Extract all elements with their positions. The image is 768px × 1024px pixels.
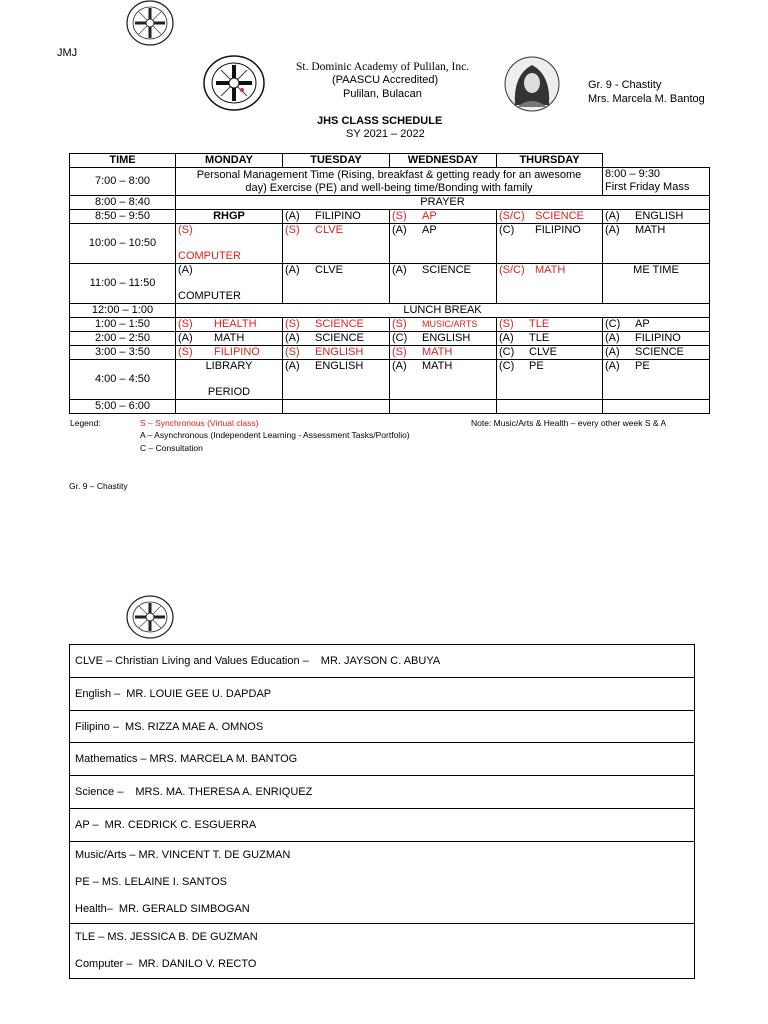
legend-label: Legend: xyxy=(70,418,101,428)
subject-label: SCIENCE xyxy=(315,332,364,344)
mode-tag: (S/C) xyxy=(499,264,525,276)
school-year: SY 2021 – 2022 xyxy=(346,128,425,140)
teacher-name: MR. DANILO V. RECTO xyxy=(138,958,257,970)
subject-name: Mathematics – xyxy=(75,753,147,765)
legend-note: Note: Music/Arts & Health – every other week S & A xyxy=(471,418,667,428)
mode-tag: (A) xyxy=(605,332,620,344)
subject-cell xyxy=(497,346,603,360)
time-cell: 11:00 – 11:50 xyxy=(70,264,176,304)
subject-name: AP – xyxy=(75,819,99,831)
schedule-title: JHS CLASS SCHEDULE xyxy=(317,115,443,127)
time-cell: 2:00 – 2:50 xyxy=(70,332,176,346)
teacher-line xyxy=(75,951,689,978)
subject-cell xyxy=(497,318,603,332)
school-logo-icon xyxy=(202,54,266,112)
mode-tag: (S) xyxy=(392,318,407,330)
saint-portrait-icon xyxy=(503,55,561,113)
subject-label: TLE xyxy=(529,332,550,344)
mode-tag: (A) xyxy=(605,224,620,236)
class-schedule-table xyxy=(69,153,710,414)
section-name: Gr. 9 - Chastity xyxy=(588,79,662,91)
mode-tag: (A) xyxy=(392,224,407,236)
legend-consultation: C – Consultation xyxy=(140,443,203,453)
teacher-name: MR. GERALD SIMBOGAN xyxy=(118,903,250,915)
merged-line: day) Exercise (PE) and well-being time/Bonding with family xyxy=(245,181,533,194)
merged-cell xyxy=(176,168,603,196)
subject-cell xyxy=(176,360,283,400)
legend-asynchronous: A – Asynchronous (Independent Learning - Assessment Tasks/Portfolio) xyxy=(140,430,410,440)
subject-cell: ME TIME xyxy=(603,264,710,304)
teacher-name: MR. VINCENT T. DE GUZMAN xyxy=(138,849,291,861)
mode-tag: (S) xyxy=(392,210,407,222)
mode-tag: (A) xyxy=(285,332,300,344)
teacher-row xyxy=(70,678,695,711)
subject-label: AP xyxy=(635,318,650,330)
time-cell: 5:00 – 6:00 xyxy=(70,400,176,414)
subject-cell xyxy=(283,318,390,332)
subject-label: SCIENCE xyxy=(535,210,584,222)
subject-label: FILIPINO xyxy=(315,210,361,222)
mode-tag: (A) xyxy=(178,332,193,344)
teacher-name: MRS. MA. THERESA A. ENRIQUEZ xyxy=(135,786,313,798)
subject-label: CLVE xyxy=(315,224,343,236)
empty-cell xyxy=(390,400,497,414)
footer-section: Gr. 9 – Chastity xyxy=(69,481,128,491)
subject-label: ENGLISH xyxy=(315,360,364,372)
subject-cell xyxy=(603,224,710,264)
subject-cell xyxy=(390,346,497,360)
subject-label: FILIPINO xyxy=(635,332,681,344)
teachers-table xyxy=(69,644,695,979)
subject-label: MATH xyxy=(635,224,666,236)
empty-cell xyxy=(497,400,603,414)
subject-cell xyxy=(390,318,497,332)
subject-label: ENGLISH xyxy=(315,346,364,358)
mode-tag: (C) xyxy=(392,332,408,344)
subject-cell: RHGP xyxy=(176,210,283,224)
subject-cell xyxy=(603,346,710,360)
subject-label: SCIENCE xyxy=(422,264,471,276)
time-cell: 8:50 – 9:50 xyxy=(70,210,176,224)
time-cell: 8:00 – 8:40 xyxy=(70,196,176,210)
subject-cell xyxy=(283,346,390,360)
subject-cell xyxy=(497,224,603,264)
header-tuesday: TUESDAY xyxy=(283,154,390,168)
teacher-row xyxy=(70,711,695,743)
header-monday: MONDAY xyxy=(176,154,283,168)
subject-label: FILIPINO xyxy=(214,346,260,358)
mode-tag: (A) xyxy=(178,264,193,276)
subject-cell xyxy=(390,210,497,224)
teacher-row xyxy=(70,743,695,776)
mode-tag: (A) xyxy=(499,332,514,344)
subject-label: AP xyxy=(422,210,437,222)
teacher-row xyxy=(70,842,695,924)
empty-cell xyxy=(176,400,283,414)
subject-label: MATH xyxy=(214,332,245,344)
subject-name: Filipino – xyxy=(75,720,120,733)
friday-cell xyxy=(603,168,710,196)
subject-cell xyxy=(603,360,710,400)
subject-cell xyxy=(603,210,710,224)
subject-label: CLVE xyxy=(529,346,557,358)
mode-tag: (S) xyxy=(178,346,193,358)
teacher-name: MRS. MARCELA M. BANTOG xyxy=(149,753,298,765)
friday-line: First Friday Mass xyxy=(605,181,690,193)
teacher-row xyxy=(70,924,695,979)
subject-label: ENGLISH xyxy=(635,210,684,222)
mode-tag: (A) xyxy=(605,210,620,222)
header-friday-blank xyxy=(603,154,710,168)
mode-tag: (C) xyxy=(499,360,515,372)
adviser-name: Mrs. Marcela M. Bantog xyxy=(588,93,705,105)
jmj-text: JMJ xyxy=(57,47,78,59)
subject-label: MATH xyxy=(422,360,453,372)
subject-cell xyxy=(283,360,390,400)
subject-label: ENGLISH xyxy=(422,332,471,344)
subject-label: COMPUTER xyxy=(178,290,241,302)
subject-cell xyxy=(497,332,603,346)
subject-label: CLVE xyxy=(315,264,343,276)
subject-cell xyxy=(176,346,283,360)
mode-tag: (S) xyxy=(178,318,193,330)
subject-cell xyxy=(497,210,603,224)
mode-tag: (C) xyxy=(499,346,515,358)
teacher-line xyxy=(75,924,689,951)
time-cell: 1:00 – 1:50 xyxy=(70,318,176,332)
school-name: St. Dominic Academy of Pulilan, Inc. xyxy=(296,61,470,73)
mode-tag: (S) xyxy=(392,346,407,358)
subject-name: CLVE – Christian Living and Values Education – xyxy=(75,655,309,667)
teacher-line xyxy=(75,896,689,923)
subject-label: SCIENCE xyxy=(635,346,684,358)
friday-line: 8:00 – 9:30 xyxy=(605,168,661,180)
teacher-name: MR. LOUIE GEE U. DAPDAP xyxy=(126,688,272,700)
subject-cell xyxy=(176,318,283,332)
mode-tag: (A) xyxy=(392,360,407,372)
time-cell: 4:00 – 4:50 xyxy=(70,360,176,400)
subject-label: MATH xyxy=(535,264,566,276)
teacher-name: MR. CEDRICK C. ESGUERRA xyxy=(104,819,257,831)
time-cell: 12:00 – 1:00 xyxy=(70,304,176,318)
subject-cell xyxy=(283,224,390,264)
teacher-name: MR. JAYSON C. ABUYA xyxy=(320,655,441,667)
subject-label: AP xyxy=(422,224,437,236)
mode-tag: (A) xyxy=(392,264,407,276)
subject-cell xyxy=(283,264,390,304)
subject-label: LIBRARY xyxy=(205,360,253,372)
teacher-name: MS. JESSICA B. DE GUZMAN xyxy=(107,931,258,943)
school-seal-icon xyxy=(125,595,175,639)
subject-label: FILIPINO xyxy=(535,224,581,236)
subject-cell xyxy=(283,210,390,224)
subject-cell xyxy=(390,332,497,346)
subject-cell xyxy=(283,332,390,346)
teacher-row xyxy=(70,645,695,678)
subject-label: SCIENCE xyxy=(315,318,364,330)
subject-cell xyxy=(176,332,283,346)
subject-label: PE xyxy=(635,360,650,372)
time-cell: 10:00 – 10:50 xyxy=(70,224,176,264)
subject-name: Health– xyxy=(75,903,113,915)
subject-label: MUSIC/ARTS xyxy=(422,319,478,329)
subject-cell xyxy=(390,224,497,264)
accreditation: (PAASCU Accredited) xyxy=(332,74,439,86)
subject-name: TLE – xyxy=(75,931,105,943)
subject-cell xyxy=(497,360,603,400)
mode-tag: (S) xyxy=(499,318,514,330)
subject-cell xyxy=(176,264,283,304)
mode-tag: (S) xyxy=(285,346,300,358)
merged-cell: LUNCH BREAK xyxy=(176,304,710,318)
teacher-line xyxy=(75,869,689,896)
merged-cell: PRAYER xyxy=(176,196,710,210)
subject-cell xyxy=(603,332,710,346)
subject-cell xyxy=(390,264,497,304)
subject-name: English – xyxy=(75,688,121,700)
subject-label: PE xyxy=(529,360,544,372)
empty-cell xyxy=(283,400,390,414)
subject-name: Science – xyxy=(75,786,124,798)
mode-tag: (S) xyxy=(285,224,300,236)
teacher-line xyxy=(75,842,689,869)
teacher-row xyxy=(70,776,695,809)
header-wednesday: WEDNESDAY xyxy=(390,154,497,168)
teacher-row xyxy=(70,809,695,842)
time-cell: 7:00 – 8:00 xyxy=(70,168,176,196)
mode-tag: (A) xyxy=(285,210,300,222)
time-cell: 3:00 – 3:50 xyxy=(70,346,176,360)
mode-tag: (S) xyxy=(285,318,300,330)
subject-name: Computer – xyxy=(75,958,133,970)
mode-tag: (C) xyxy=(605,318,621,330)
mode-tag: (A) xyxy=(605,346,620,358)
subject-label: PERIOD xyxy=(207,386,251,398)
mode-tag: (A) xyxy=(605,360,620,372)
merged-line: Personal Management Time (Rising, breakfast & getting ready for an awesome xyxy=(196,168,582,181)
subject-name: Music/Arts – xyxy=(75,849,136,861)
subject-label: HEALTH xyxy=(214,318,257,330)
subject-label: COMPUTER xyxy=(178,250,241,262)
subject-cell xyxy=(497,264,603,304)
subject-label: MATH xyxy=(422,346,453,358)
subject-label: TLE xyxy=(529,318,550,330)
legend-synchronous: S – Synchronous (Virtual class) xyxy=(140,418,259,428)
header-time: TIME xyxy=(70,154,176,168)
subject-cell xyxy=(390,360,497,400)
header-thursday: THURSDAY xyxy=(497,154,603,168)
teacher-name: MS. LELAINE I. SANTOS xyxy=(101,876,227,888)
mode-tag: (S) xyxy=(178,224,193,236)
mode-tag: (A) xyxy=(285,264,300,276)
teacher-name: MS. RIZZA MAE A. OMNOS xyxy=(125,720,264,733)
subject-cell xyxy=(603,318,710,332)
subject-cell xyxy=(176,224,283,264)
subject-name: PE – xyxy=(75,876,99,888)
mode-tag: (S/C) xyxy=(499,210,525,222)
mode-tag: (C) xyxy=(499,224,515,236)
mode-tag: (A) xyxy=(285,360,300,372)
school-location: Pulilan, Bulacan xyxy=(343,88,422,100)
school-seal-icon xyxy=(125,0,175,46)
empty-cell xyxy=(603,400,710,414)
